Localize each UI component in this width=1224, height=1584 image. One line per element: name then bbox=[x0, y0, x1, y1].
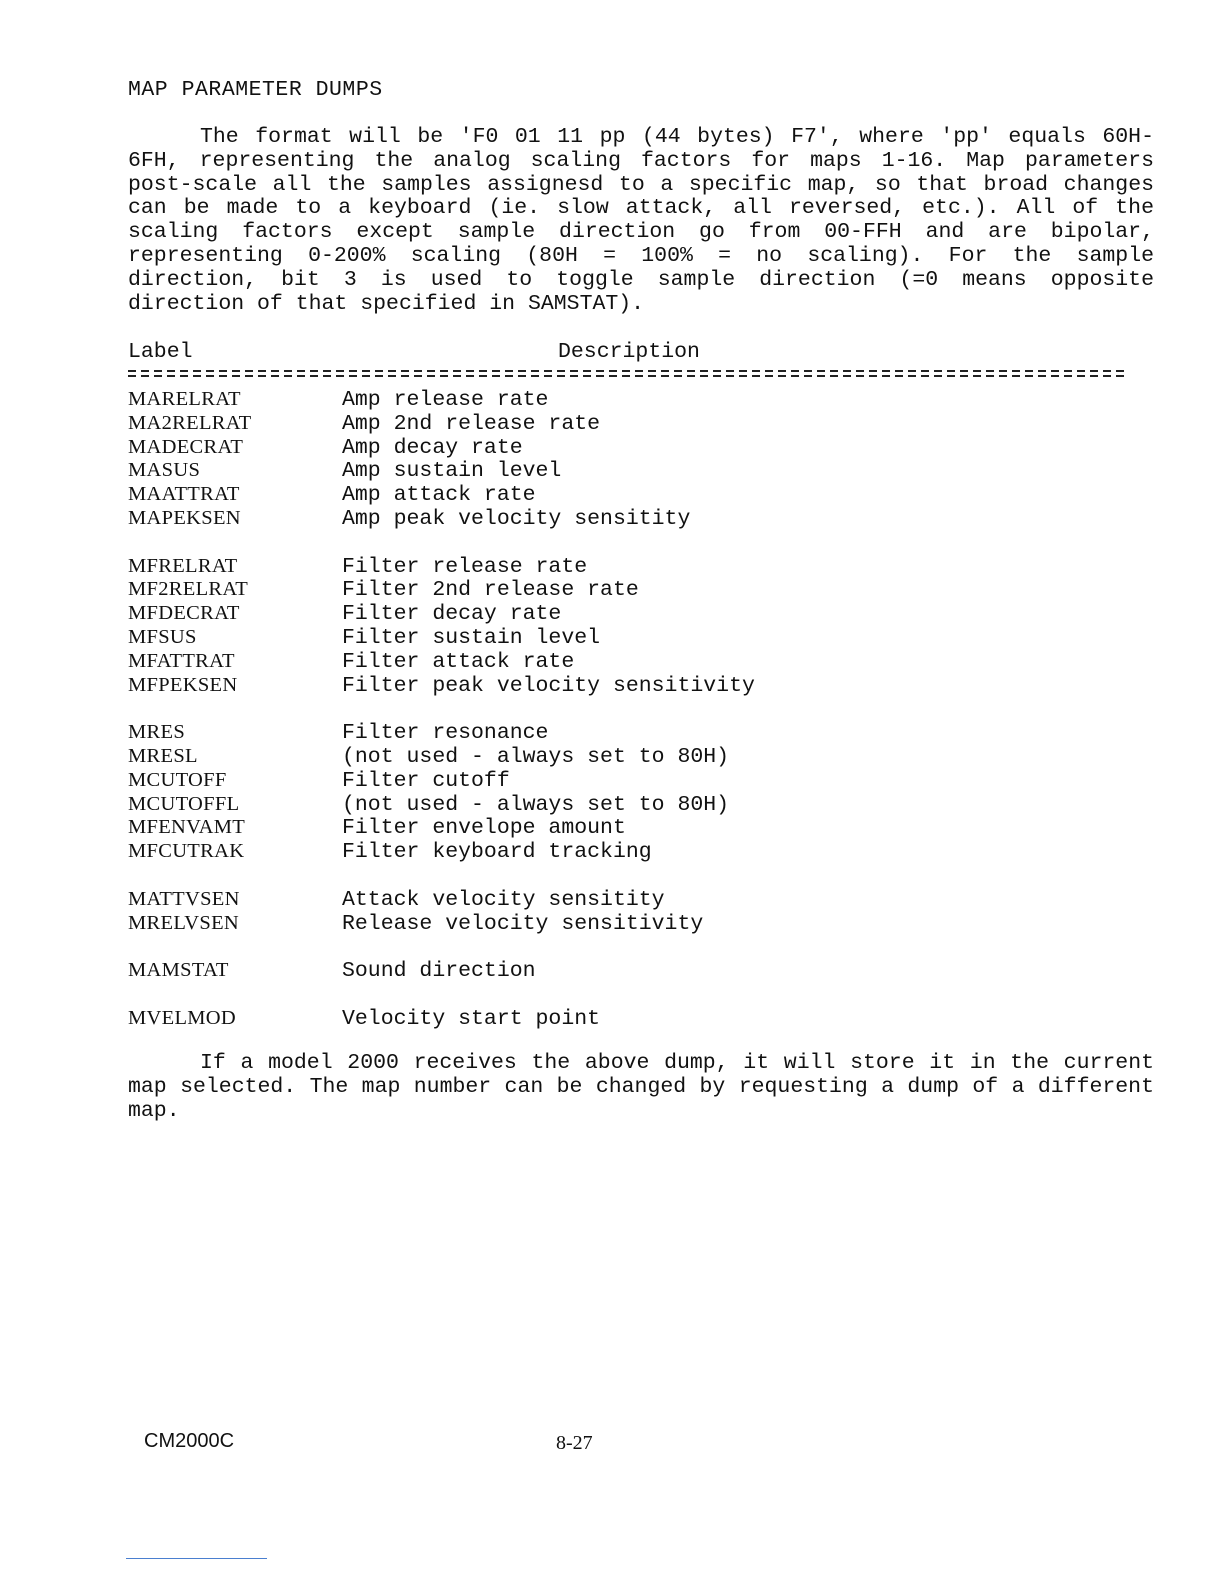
parameter-description: (not used - always set to 80H) bbox=[342, 745, 730, 769]
parameter-description: Filter attack rate bbox=[342, 649, 575, 674]
intro-paragraph-text: The format will be 'F0 01 11 pp (44 bytes) F7', where 'pp' equals 60H-6FH, representing the analog scaling factors for maps 1-16. Map parameters post-scale all the samples assignesd to a specific map, so that broad changes can be made to a keyboard (ie. slow attack, all reversed, etc.). All of the scaling factors except sample direction go from 00-FFH and are bipolar, representing 0-200% scaling (80H = 100% = no scaling). For the sample direction, bit 3 is used to toggle sample direction (=0 means opposite direction of that specified in SAMSTAT). bbox=[128, 125, 1154, 316]
parameter-description: Filter envelope amount bbox=[342, 816, 626, 841]
parameter-label: MCUTOFFL bbox=[128, 792, 240, 815]
parameter-description: Amp decay rate bbox=[342, 435, 523, 460]
parameter-label: MARELRAT bbox=[128, 388, 241, 410]
label-column-header: Label bbox=[128, 340, 193, 364]
parameter-label: MATTVSEN bbox=[128, 887, 240, 910]
parameter-label: MRES bbox=[128, 721, 186, 744]
parameter-label: MASUS bbox=[128, 459, 201, 482]
parameter-description: Amp sustain level bbox=[342, 459, 562, 484]
parameter-label: MVELMOD bbox=[128, 1006, 237, 1029]
parameter-label: MAPEKSEN bbox=[128, 507, 241, 529]
parameter-description: (not used - always set to 80H) bbox=[342, 792, 730, 817]
parameter-label: MFENVAMT bbox=[128, 816, 246, 839]
parameter-description: Amp 2nd release rate bbox=[342, 411, 601, 436]
parameter-label: MAMSTAT bbox=[128, 959, 229, 982]
parameter-description: Amp peak velocity sensitity bbox=[342, 507, 691, 531]
parameter-description: Filter cutoff bbox=[342, 768, 510, 793]
parameter-label: MAATTRAT bbox=[128, 483, 240, 506]
parameter-label: MF2RELRAT bbox=[128, 578, 249, 601]
parameter-label: MRESL bbox=[128, 745, 198, 767]
parameter-description: Filter resonance bbox=[342, 721, 549, 746]
parameter-description: Filter release rate bbox=[342, 554, 588, 579]
parameter-description: Filter 2nd release rate bbox=[342, 578, 639, 603]
parameter-description: Sound direction bbox=[342, 959, 536, 984]
intro-paragraph bbox=[128, 126, 1154, 316]
description-column-header: Description bbox=[558, 340, 700, 364]
parameter-label: MFATTRAT bbox=[128, 649, 235, 672]
footnote-separator bbox=[126, 1558, 267, 1559]
page-number: 8-27 bbox=[556, 1432, 593, 1454]
parameter-description: Filter keyboard tracking bbox=[342, 840, 652, 865]
parameter-label: MA2RELRAT bbox=[128, 411, 252, 434]
parameter-description: Filter decay rate bbox=[342, 602, 562, 627]
parameter-label: MRELVSEN bbox=[128, 911, 239, 934]
parameter-description: Filter peak velocity sensitivity bbox=[342, 673, 755, 698]
parameter-label: MFPEKSEN bbox=[128, 673, 238, 696]
double-dashed-rule bbox=[128, 370, 1124, 379]
parameter-label: MFSUS bbox=[128, 626, 197, 648]
parameter-description: Amp attack rate bbox=[342, 483, 536, 508]
closing-paragraph-text: If a model 2000 receives the above dump, it will store it in the current map selected. The map number can be changed by requesting a dump of a different map. bbox=[128, 1051, 1154, 1123]
parameter-description: Release velocity sensitivity bbox=[342, 911, 704, 936]
parameter-label: MCUTOFF bbox=[128, 768, 227, 791]
parameter-description: Filter sustain level bbox=[342, 626, 601, 650]
document-id: CM2000C bbox=[144, 1430, 235, 1452]
parameter-description: Attack velocity sensitity bbox=[342, 887, 665, 912]
parameter-label: MFDECRAT bbox=[128, 602, 240, 625]
closing-paragraph bbox=[128, 1052, 1154, 1123]
parameter-description: Velocity start point bbox=[342, 1006, 601, 1031]
parameter-description: Amp release rate bbox=[342, 388, 549, 412]
parameter-label: MFRELRAT bbox=[128, 554, 238, 577]
section-heading: MAP PARAMETER DUMPS bbox=[128, 78, 383, 102]
parameter-label: MFCUTRAK bbox=[128, 840, 245, 863]
parameter-label: MADECRAT bbox=[128, 435, 244, 458]
